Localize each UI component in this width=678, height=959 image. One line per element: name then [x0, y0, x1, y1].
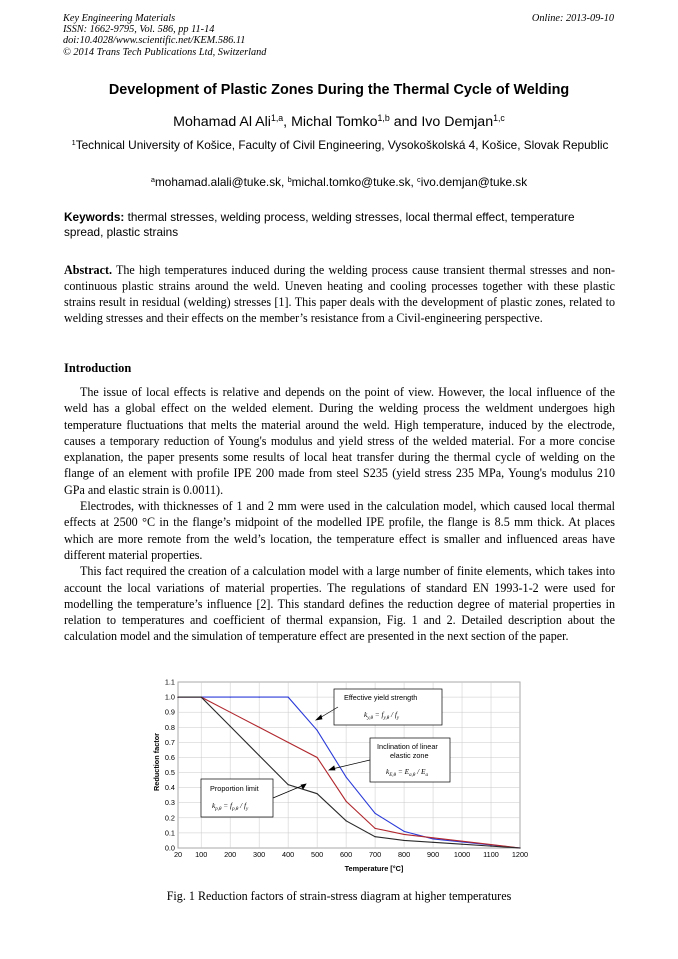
author-separator: , [283, 114, 292, 130]
y-tick-label: 0.4 [164, 783, 175, 793]
formula-sub: a,θ [409, 773, 416, 778]
data-point [317, 730, 318, 731]
data-point [317, 757, 318, 758]
formula-part: k [386, 767, 390, 776]
data-point [403, 834, 404, 835]
email-link[interactable]: mohamad.alali@tuke.sk [154, 175, 282, 189]
journal-copyright: © 2014 Trans Tech Publications Ltd, Switzerland [63, 46, 267, 58]
x-tick-label: 500 [311, 850, 324, 859]
data-point [288, 696, 289, 697]
formula-eq: = [221, 801, 231, 810]
online-date: Online: 2013-09-10 [531, 13, 614, 24]
email-separator: , [410, 175, 418, 189]
affiliation [70, 138, 610, 154]
journal-header [63, 13, 266, 58]
y-tick-label: 0.6 [164, 752, 175, 762]
formula-part: E [420, 767, 426, 776]
data-point [490, 844, 491, 845]
abstract [64, 262, 615, 326]
email-separator: , [281, 175, 288, 189]
y-tick-label: 0.7 [164, 737, 175, 747]
data-point [490, 846, 491, 847]
keywords-text: thermal stresses, welding process, welding stresses, local thermal effect, temperature spread, plastic strains [64, 210, 575, 239]
keywords-label: Keywords: [64, 210, 125, 224]
figure-caption: Fig. 1 Reduction factors of strain-stress diagram at higher temperatures [166, 889, 512, 903]
x-tick-label: 100 [195, 850, 208, 859]
formula-eq: = [396, 767, 405, 776]
journal-issn: ISSN: 1662-9795, Vol. 586, pp 11-14 [63, 24, 215, 36]
data-point [374, 813, 375, 814]
formula-div: / [238, 801, 244, 810]
x-tick-label: 700 [368, 850, 382, 859]
y-axis-label: Reduction factor [152, 733, 161, 791]
formula-part: f [230, 801, 233, 810]
y-tick-label: 0.5 [164, 768, 175, 778]
data-point [374, 828, 375, 829]
x-tick-label: 20 [173, 850, 183, 859]
annotation-title: Effective yield strength [344, 693, 418, 702]
x-tick-label: 600 [340, 850, 353, 859]
annotation-elastic-zone [370, 738, 450, 782]
formula-part: E [404, 767, 410, 776]
formula-sub: y [396, 716, 400, 721]
section-heading: Introduction [64, 361, 132, 375]
annotation-yield-strength [334, 689, 442, 725]
author-name: Mohamad Al Ali [173, 114, 271, 130]
formula-sub: p,θ [232, 807, 239, 812]
abstract-text: The high temperatures induced during the welding process cause transient thermal stresses and non-continuous plastic strains around the weld. Uneven heating and cooling processes together with these plastic strains result in residual (welding) stresses [1]. This paper deals with the development of plastic zones, related to welding stresses and their effects on the member’s resistance from a Civil-engineering perspective. [64, 263, 615, 326]
data-point [403, 831, 404, 832]
formula-eq: = [372, 710, 382, 719]
affiliation-text: Technical University of Košice, Faculty of Civil Engineering, Vysokoškolská 4, Košice, Slovak Republic [75, 138, 609, 152]
data-point [346, 820, 347, 821]
formula-sub: p,θ [215, 807, 222, 812]
formula-sub: y,θ [383, 716, 390, 721]
data-point [432, 837, 433, 838]
author-affil-marker: 1,b [377, 113, 390, 124]
formula-part: k [212, 801, 216, 810]
author-separator: and [389, 114, 422, 130]
formula-part: f [243, 801, 247, 810]
data-point [461, 841, 462, 842]
y-tick-label: 0.9 [164, 707, 175, 717]
data-point [230, 712, 231, 713]
data-point [519, 847, 520, 848]
data-point [288, 742, 289, 743]
x-tick-label: 200 [224, 850, 237, 859]
data-point [230, 696, 231, 697]
y-tick-label: 0.1 [164, 828, 175, 838]
author-emails [0, 175, 678, 189]
author-name: Michal Tomko [291, 114, 378, 130]
data-point [177, 696, 178, 697]
email-link[interactable]: michal.tomko@tuke.sk [291, 175, 411, 189]
annotation-title: Proportion limit [210, 784, 259, 793]
data-point [432, 838, 433, 839]
journal-doi: doi:10.4028/www.scientific.net/KEM.586.11 [63, 35, 246, 47]
formula-sub: a [425, 773, 428, 778]
formula-sub: y [246, 807, 249, 812]
annotation-proportion-limit [201, 779, 273, 817]
author-name: Ivo Demjan [421, 114, 494, 130]
data-point [461, 844, 462, 845]
data-point [432, 842, 433, 843]
y-tick-label: 0.8 [164, 722, 175, 732]
paper-title: Development of Plastic Zones During the Thermal Cycle of Welding [108, 82, 570, 98]
x-tick-label: 1000 [453, 850, 471, 859]
data-point [403, 840, 404, 841]
x-tick-label: 300 [253, 850, 266, 859]
abstract-label: Abstract. [64, 263, 113, 277]
email-marker: c [417, 174, 421, 184]
keywords [64, 210, 615, 240]
journal-name: Key Engineering Materials [63, 13, 176, 24]
paragraph: This fact required the creation of a calculation model with a large number of finite elements, which takes into account the local variations of material properties. The regulations of standard EN 1993-1-2 were used for modelling the temperature’s influence [2]. This standard defines the reduction degree of material properties in relation to temperatures and coefficient of thermal expansion, Fig. 1 and 2. Detailed description about the calculation model and the simulation of temperature effect are presented in the next section of the paper. [64, 564, 615, 644]
y-tick-label: 0.2 [164, 813, 175, 823]
x-tick-label: 800 [397, 850, 411, 859]
formula-sub: E,θ [389, 773, 397, 778]
data-point [259, 727, 260, 728]
data-point [346, 801, 347, 802]
paragraph: The issue of local effects is relative and depends on the point of view. However, the local influence of the weld has a global effect on the welded element. During the welding process the weldment undergoes high temperature fluctuations that melts the material around the weld. High temperature, induced by the electrode, causes a temporary reduction of Young's modulus and yield stress of the welded material. For a more concise explanation, the paper presents some results of local heat transfer during the thermal cycle of welding on the flange of an element with profile IPE 200 made from steel S235 (yield stress 235 MPa, Young's modulus 210 GPa and elastic strain is 0.0011). [64, 385, 615, 497]
x-tick-label: 1100 [483, 850, 499, 859]
x-tick-label: 900 [426, 850, 440, 859]
affiliation-marker: 1 [71, 137, 76, 147]
author-affil-marker: 1,a [270, 113, 284, 124]
data-point [374, 836, 375, 837]
annotation-title-line: elastic zone [390, 751, 429, 760]
y-tick-label: 1.0 [164, 692, 175, 702]
paragraph: Electrodes, with thicknesses of 1 and 2 mm were used in the calculation model, which caused local thermal effects at 2500 °C in the flange’s midpoint of the modelled IPE profile, the flange is 8.5 mm thick. At places which are more remote from the weld’s location, the temperature effect is smaller and influenced areas have different material properties. [64, 499, 615, 562]
formula-part: k [364, 710, 368, 719]
formula-div: / [415, 767, 421, 776]
reduction-factor-chart [148, 678, 528, 878]
author-list [0, 114, 678, 130]
formula-part: f [381, 710, 384, 719]
y-tick-label: 0.0 [164, 843, 175, 853]
y-tick-label: 0.3 [164, 798, 175, 808]
annotation-title-line: Inclination of linear [377, 742, 438, 751]
email-link[interactable]: ivo.demjan@tuke.sk [420, 175, 528, 189]
x-axis-label: Temperature [°C] [344, 864, 404, 873]
y-tick-label: 1.1 [164, 678, 175, 687]
x-tick-label: 400 [282, 850, 295, 859]
data-point [259, 696, 260, 697]
data-point [346, 776, 347, 777]
email-marker: a [150, 174, 155, 184]
x-tick-label: 1200 [511, 850, 528, 859]
data-point [259, 755, 260, 756]
introduction-body [64, 384, 615, 645]
data-point [201, 696, 202, 697]
data-point [317, 793, 318, 794]
author-affil-marker: 1,c [493, 113, 505, 124]
formula-part: f [394, 710, 397, 719]
formula-sub: y,θ [367, 716, 373, 721]
email-marker: b [287, 174, 292, 184]
formula-div: / [389, 710, 395, 719]
data-point [288, 784, 289, 785]
data-point [230, 726, 231, 727]
